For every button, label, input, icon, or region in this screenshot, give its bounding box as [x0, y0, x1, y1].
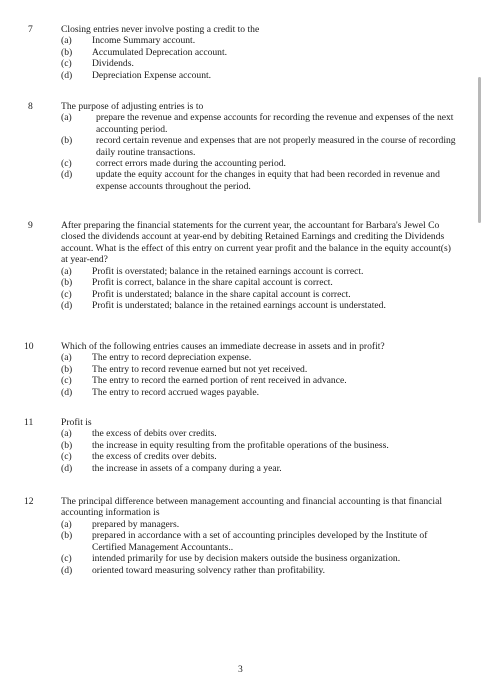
option-text: Profit is understated; balance in the retained earnings account is understated.: [92, 300, 386, 312]
option-list: [61, 352, 461, 398]
option-letter: (b): [61, 46, 73, 58]
option-list: [61, 35, 461, 81]
option-text: prepared in accordance with a set of accounting principles developed by the Institute of Certified Management Accountants..: [92, 530, 428, 553]
option-letter: (c): [61, 58, 72, 70]
option-text: Dividends.: [92, 58, 134, 70]
option-c: [61, 158, 461, 169]
option-text: the excess of credits over debits.: [92, 451, 217, 463]
question-number: 8: [28, 101, 33, 112]
option-text: Depreciation Expense account.: [92, 69, 212, 81]
option-text: the increase in equity resulting from the profitable operations of the business.: [92, 439, 389, 451]
option-c: [61, 289, 461, 300]
question-number: 11: [24, 417, 34, 428]
option-text: intended primarily for use by decision makers outside the business organization.: [92, 553, 401, 565]
option-letter: (c): [61, 553, 72, 565]
option-a: [61, 519, 461, 530]
question-number: 10: [24, 341, 34, 352]
option-d: [61, 463, 461, 474]
option-text: Income Summary account.: [92, 35, 196, 47]
option-b: [61, 440, 461, 451]
option-letter: (c): [61, 375, 72, 387]
option-text: update the equity account for the changes in equity that had been recorded in revenue and expense accounts throughout the period.: [96, 169, 440, 192]
option-text: prepare the revenue and expense accounts for recording the revenue and expenses of the next accounting period.: [96, 112, 454, 135]
option-d: [61, 169, 461, 192]
option-b: [61, 277, 461, 288]
option-letter: (b): [61, 530, 73, 542]
option-a: [61, 266, 461, 277]
option-text: the excess of debits over credits.: [92, 428, 217, 440]
option-letter: (b): [61, 277, 73, 289]
question-number: 12: [24, 496, 34, 507]
option-a: [61, 352, 461, 363]
option-d: [61, 387, 461, 398]
option-letter: (a): [61, 352, 72, 364]
option-text: the increase in assets of a company during a year.: [92, 462, 282, 474]
option-text: prepared by managers.: [92, 519, 180, 530]
option-list: [61, 112, 461, 192]
option-text: The entry to record revenue earned but not yet received.: [92, 363, 308, 375]
option-a: [61, 35, 461, 46]
option-b: [61, 47, 461, 58]
option-text: The entry to record depreciation expense.: [92, 352, 252, 364]
option-letter: (b): [61, 439, 73, 451]
option-letter: (a): [61, 519, 72, 530]
question-stem: After preparing the financial statements for the current year, the accountant for Barbara's Jewel Co closed the dividends account at year-end by debiting Retained Earnings and crediting the Dividends account. What is the effect of this entry on current year profit and the balance in the equity account(s) at year-end?: [61, 220, 451, 266]
option-letter: (a): [61, 35, 72, 47]
option-b: [61, 530, 461, 553]
option-a: [61, 112, 461, 135]
option-letter: (a): [61, 112, 72, 124]
option-d: [61, 300, 461, 311]
option-d: [61, 565, 461, 576]
option-letter: (b): [61, 363, 73, 375]
option-letter: (d): [61, 69, 73, 81]
option-a: [61, 428, 461, 439]
option-c: [61, 58, 461, 69]
option-text: Profit is correct, balance in the share capital account is correct.: [92, 277, 333, 289]
option-letter: (a): [61, 266, 72, 277]
option-text: record certain revenue and expenses that are not properly measured in the course of recording daily routine transactions.: [96, 135, 456, 158]
vertical-scrollbar[interactable]: [478, 77, 481, 223]
question-stem: Closing entries never involve posting a credit to the: [61, 24, 260, 35]
option-b: [61, 364, 461, 375]
option-text: Profit is understated; balance in the share capital account is correct.: [92, 288, 351, 300]
option-text: correct errors made during the accounting period.: [96, 158, 286, 170]
option-letter: (c): [61, 158, 72, 170]
question-stem: The principal difference between management accounting and financial accounting is that financial accounting information is: [61, 496, 443, 519]
option-letter: (d): [61, 564, 73, 576]
option-letter: (c): [61, 451, 72, 463]
option-letter: (d): [61, 300, 73, 312]
option-letter: (d): [61, 462, 73, 474]
option-list: [61, 266, 461, 312]
option-letter: (a): [61, 428, 72, 440]
option-c: [61, 553, 461, 564]
option-list: [61, 428, 461, 474]
option-text: The entry to record the earned portion of rent received in advance.: [92, 375, 347, 387]
option-b: [61, 135, 461, 158]
option-text: oriented toward measuring solvency rather than profitability.: [92, 564, 326, 576]
option-letter: (b): [61, 135, 73, 147]
option-letter: (d): [61, 386, 73, 398]
option-d: [61, 70, 461, 81]
option-c: [61, 451, 461, 462]
option-text: Profit is overstated; balance in the retained earnings account is correct.: [92, 266, 364, 277]
option-c: [61, 375, 461, 386]
option-text: The entry to record accrued wages payable.: [92, 386, 260, 398]
question-stem: Which of the following entries causes an immediate decrease in assets and in profit?: [61, 341, 385, 352]
option-text: Accumulated Deprecation account.: [92, 46, 228, 58]
question-stem: The purpose of adjusting entries is to: [61, 101, 204, 112]
page-number: 3: [238, 664, 243, 675]
question-number: 9: [28, 220, 33, 231]
option-letter: (c): [61, 288, 72, 300]
option-letter: (d): [61, 169, 73, 181]
option-list: [61, 519, 461, 576]
question-stem: Profit is: [61, 417, 92, 428]
question-number: 7: [28, 24, 33, 35]
